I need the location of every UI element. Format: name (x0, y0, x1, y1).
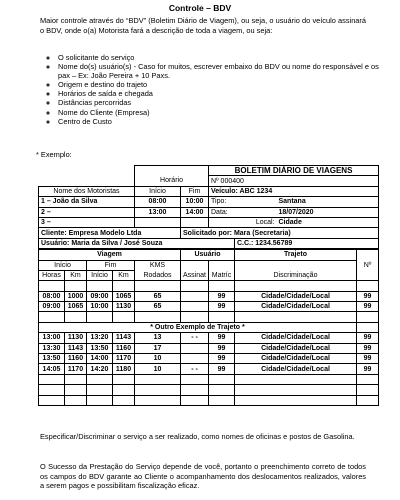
table-cell: Cidade/Cidade/Local (235, 364, 357, 374)
table-cell: 65 (135, 291, 181, 301)
boletim-table (38, 165, 379, 406)
table-cell: 99 (209, 302, 235, 312)
table-row (39, 385, 379, 395)
driver-1-start: 08:00 (135, 197, 181, 207)
driver-2-end: 14:00 (181, 207, 209, 217)
table-row (39, 354, 379, 364)
fim-subheader: Fim (87, 260, 135, 270)
table-cell: 1130 (65, 333, 87, 343)
horario-label: Horário (135, 176, 209, 186)
table-cell: 14:20 (87, 364, 113, 374)
table-cell: 1143 (113, 333, 135, 343)
table-cell: 13 (135, 333, 181, 343)
list-item: ◦ O solicitante do serviço (58, 53, 384, 62)
table-cell: 14:05 (39, 364, 65, 374)
table-cell: 1160 (113, 343, 135, 353)
solicitado-field: Solicitado por: Mara (Secretaria) (181, 228, 379, 238)
table-cell: 1000 (65, 291, 87, 301)
table-cell: 13:30 (39, 343, 65, 353)
boletim-title: BOLETIM DIÁRIO DE VIAGENS (209, 166, 379, 176)
table-cell: 13:50 (87, 343, 113, 353)
table-cell: 1170 (113, 354, 135, 364)
veiculo-field: Veículo: ABC 1234 (209, 186, 379, 196)
table-row (39, 395, 379, 405)
km-header: Km (65, 270, 87, 280)
intro-paragraph: Maior controle através do “BDV” (Boletim Diário de Viagem), ou seja, o usuário do veículo assinará o BDV, onde o(a) Motorista fará a descrição de toda a viagem, ou seja: (40, 16, 366, 35)
km2-header: Km (113, 270, 135, 280)
assinat-subheader: Assinat (181, 270, 209, 280)
table-cell: 1180 (113, 364, 135, 374)
usuario-field: Usuário: Maria da Silva / José Souza (39, 238, 235, 249)
horas-header: Horas (39, 270, 65, 280)
document-title: Controle – BDV (168, 3, 232, 13)
driver-3-start (135, 217, 181, 227)
table-cell (181, 354, 209, 364)
table-cell: 13:00 (39, 333, 65, 343)
discriminacao-subheader: Discriminação (235, 270, 357, 280)
driver-1-end: 10:00 (181, 197, 209, 207)
requirements-list (40, 53, 384, 126)
table-cell: 99 (209, 333, 235, 343)
table-cell: 99 (357, 333, 379, 343)
success-paragraph: O Sucesso da Prestação do Serviço depende de você, portanto o preenchimento correto de todos os campos do BDV garante ao Cliente o acompanhamento dos deslocamentos realizados, valores a serem pagos e possibilitam fiscalização eficaz. (40, 462, 366, 491)
table-cell: 99 (357, 364, 379, 374)
table-cell: Cidade/Cidade/Local (235, 291, 357, 301)
table-cell: 65 (135, 302, 181, 312)
table-cell: 99 (209, 364, 235, 374)
table-cell: 99 (357, 302, 379, 312)
usuario-header: Usuário (181, 249, 235, 260)
table-cell: 09:00 (39, 302, 65, 312)
list-item: ◦ Distâncias percorridas (58, 98, 384, 107)
table-cell: 08:00 (39, 291, 65, 301)
fim-label: Fim (181, 186, 209, 196)
driver-1: 1 – João da Silva (39, 197, 135, 207)
table-row (39, 333, 379, 343)
table-cell: 99 (357, 291, 379, 301)
table-cell: 1130 (113, 302, 135, 312)
table-cell: 1143 (65, 343, 87, 353)
list-item: ◦ Nome do(s) usuário(s) - Caso for muitos, escrever embaixo do BDV ou nome do responsável e os pax – Ex: João Pereira + 10 Paxs. (58, 62, 384, 80)
driver-2: 2 – (39, 207, 135, 217)
boletim-form (38, 165, 378, 429)
table-cell: 14:00 (87, 354, 113, 364)
motoristas-header: Nome dos Motoristas (39, 186, 135, 196)
matric-subheader: Matríc (209, 270, 235, 280)
table-row (39, 364, 379, 374)
tipo-label: Tipo: (209, 197, 277, 207)
table-cell: 10 (135, 354, 181, 364)
table-cell: Cidade/Cidade/Local (235, 354, 357, 364)
table-cell: 10:00 (87, 302, 113, 312)
table-cell: 13:20 (87, 333, 113, 343)
table-cell: 13:50 (39, 354, 65, 364)
list-item: ◦ Horários de saída e chegada (58, 89, 384, 98)
table-cell (181, 302, 209, 312)
table-cell: 1160 (65, 354, 87, 364)
specify-paragraph: Especificar/Discriminar o serviço a ser realizado, como nomes de oficinas e postos de Gasolina. (40, 432, 355, 441)
table-cell: 99 (209, 354, 235, 364)
centro-custo-field: C.C.: 1234.56789 (235, 238, 379, 249)
table-cell: 99 (357, 343, 379, 353)
table-cell (181, 291, 209, 301)
tipo-value: Santana (277, 197, 379, 207)
table-cell: 1065 (65, 302, 87, 312)
driver-3-end (181, 217, 209, 227)
list-item: ◦ Origem e destino do trajeto (58, 80, 384, 89)
table-cell: 10 (135, 364, 181, 374)
table-row (39, 302, 379, 312)
table-cell: 1065 (113, 291, 135, 301)
table-cell: - - (181, 364, 209, 374)
table-cell (181, 343, 209, 353)
local-label: Local: (209, 217, 277, 227)
cliente-field: Cliente: Empresa Modelo Ltda (39, 228, 181, 238)
table-cell: 17 (135, 343, 181, 353)
driver-3: 3 – (39, 217, 135, 227)
table-cell: 99 (209, 343, 235, 353)
table-cell: Cidade/Cidade/Local (235, 302, 357, 312)
viagem-header: Viagem (39, 249, 181, 260)
table-row (39, 343, 379, 353)
table-cell: Cidade/Cidade/Local (235, 343, 357, 353)
inicio-subheader: Início (39, 260, 87, 270)
table-cell: - - (181, 333, 209, 343)
table-cell: 1170 (65, 364, 87, 374)
table-cell: 09:00 (87, 291, 113, 301)
driver-2-start: 13:00 (135, 207, 181, 217)
table-row (39, 374, 379, 384)
inicio-label: Início (135, 186, 181, 196)
boletim-number: Nº 000400 (209, 176, 379, 186)
outro-exemplo-label: * Outro Exemplo de Trajeto * (39, 322, 357, 332)
table-row (39, 291, 379, 301)
table-cell: 99 (209, 291, 235, 301)
numero-header: Nº (357, 249, 379, 281)
list-item: ◦ Centro de Custo (58, 117, 384, 126)
data-label: Data: (209, 207, 277, 217)
rodados-subheader: Rodados (135, 270, 181, 280)
table-cell: Cidade/Cidade/Local (235, 333, 357, 343)
kms-subheader: KMS (135, 260, 181, 270)
table-cell: 99 (357, 354, 379, 364)
list-item: ◦ Nome do Cliente (Empresa) (58, 108, 384, 117)
data-value: 18/07/2020 (277, 207, 379, 217)
local-value: Cidade (277, 217, 379, 227)
inicio-col-header: Início (87, 270, 113, 280)
trajeto-header: Trajeto (235, 249, 357, 260)
example-label: * Exemplo: (36, 150, 72, 159)
